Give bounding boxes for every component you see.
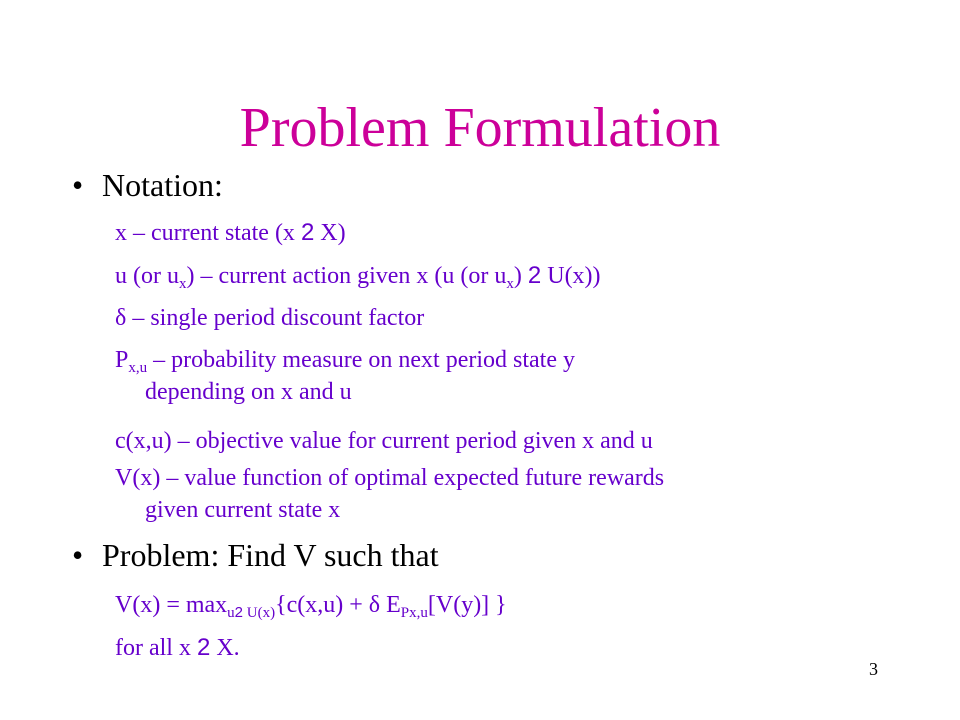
notation-u: u (or $u_x$) – current action given x (u (or $u_x$) 2 U(x)) bbox=[115, 262, 601, 292]
element-of-symbol: 2 bbox=[234, 604, 244, 621]
notation-c: c(x,u) – objective value for current period given x and u bbox=[115, 428, 653, 454]
notation-p-continued: depending on x and u bbox=[145, 379, 352, 405]
bullet-notation bbox=[72, 166, 223, 204]
slide-title: Problem Formulation bbox=[239, 97, 721, 159]
notation-x: x – current state (x 2 X) bbox=[115, 219, 346, 246]
bullet-label: Problem: Find V such that bbox=[102, 537, 439, 573]
bellman-equation: $V(x) = \max_{u2} _{U(x)}\{c(x,u) + \delta$ $E_{Px,u}[V(y)]$ } bbox=[115, 592, 507, 621]
element-of-symbol: 2 bbox=[196, 634, 211, 661]
notation-p: $P_{x,u}$ – probability measure on next period state y bbox=[115, 347, 575, 376]
bullet-label: Notation: bbox=[102, 167, 223, 203]
bullet-dot: • bbox=[72, 167, 84, 203]
delta-symbol: δ bbox=[368, 592, 381, 618]
delta-symbol: δ bbox=[115, 305, 127, 331]
element-of-symbol: 2 bbox=[527, 262, 542, 289]
notation-v: V(x) – value function of optimal expected future rewards bbox=[115, 465, 665, 491]
element-of-symbol: 2 bbox=[300, 219, 315, 246]
notation-delta: δ – single period discount factor bbox=[115, 305, 425, 331]
notation-v-continued: given current state x bbox=[145, 497, 341, 523]
forall-line: for all x 2 X. bbox=[115, 634, 240, 661]
bullet-dot: • bbox=[72, 537, 84, 573]
bullet-problem bbox=[72, 536, 439, 574]
page-number: 3 bbox=[869, 659, 878, 679]
